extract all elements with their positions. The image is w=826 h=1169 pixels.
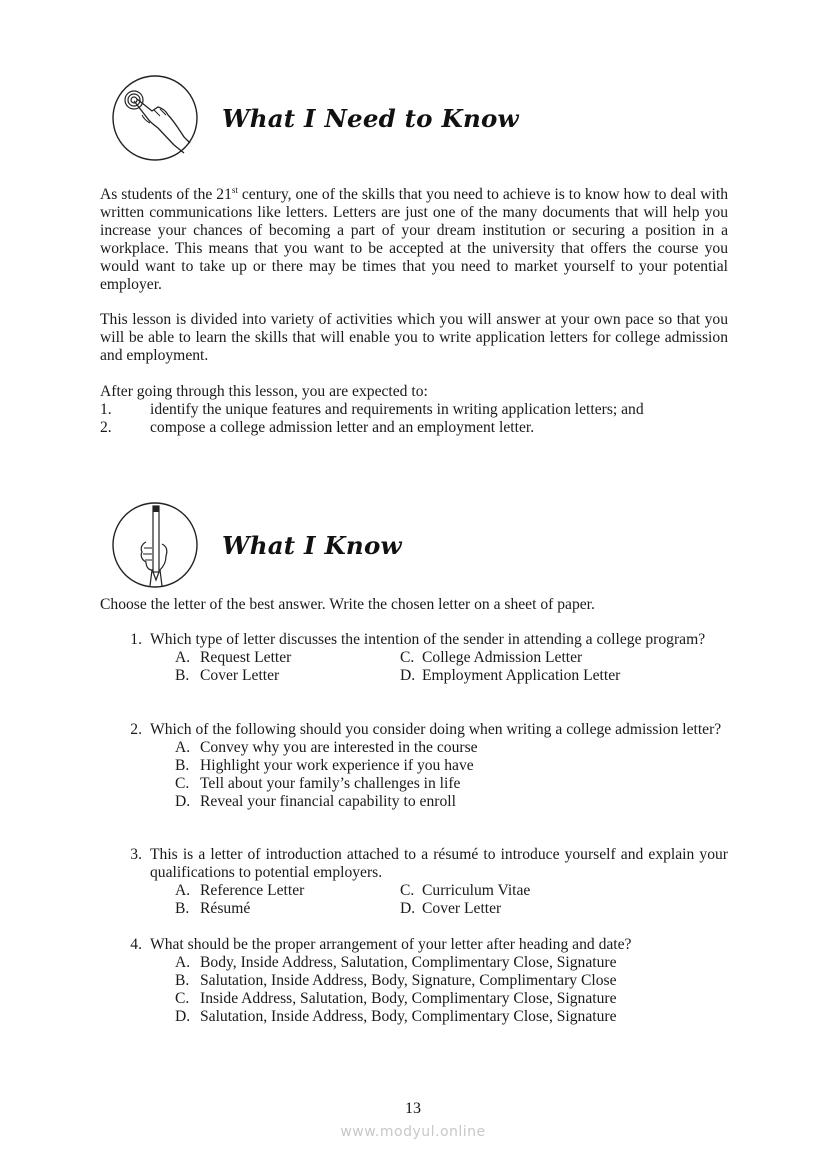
choice-letter: D. (400, 900, 416, 917)
objective-number: 1. (100, 401, 112, 418)
question-number: 3. (130, 846, 142, 863)
choice-d[interactable] (400, 900, 501, 918)
choice-d[interactable] (175, 793, 728, 811)
choice-text: Reference Letter (200, 882, 305, 899)
question-2 (100, 721, 728, 811)
section-header-what-i-need-to-know (110, 72, 519, 164)
choice-text: College Admission Letter (422, 649, 583, 666)
choice-letter: A. (175, 882, 191, 899)
question-number: 4. (130, 936, 142, 953)
choice-letter: C. (175, 775, 190, 792)
choice-letter: B. (175, 667, 190, 684)
objectives-lead: After going through this lesson, you are expected to: (100, 383, 428, 400)
choice-a[interactable] (175, 882, 400, 900)
objectives-block (100, 383, 728, 437)
choice-letter: B. (175, 757, 190, 774)
choice-text: Salutation, Inside Address, Body, Signature, Complimentary Close (200, 972, 617, 989)
choice-letter: B. (175, 900, 190, 917)
choice-text: Cover Letter (422, 900, 502, 917)
choices-list (175, 954, 728, 1026)
choice-text: Highlight your work experience if you have (200, 757, 474, 774)
intro-text-start: As students of the 21 (100, 186, 232, 203)
choice-letter: D. (175, 793, 191, 810)
choice-text: Curriculum Vitae (422, 882, 531, 899)
choice-text: Request Letter (200, 649, 292, 666)
hand-tap-icon (110, 73, 200, 163)
objective-text: compose a college admission letter and an employment letter. (150, 419, 535, 436)
choice-letter: C. (400, 882, 415, 899)
choice-letter: C. (175, 990, 190, 1007)
choice-a[interactable] (175, 649, 400, 667)
lesson-paragraph (100, 311, 728, 365)
choice-text: Tell about your family’s challenges in life (200, 775, 461, 792)
watermark: www.modyul.online (340, 1124, 486, 1140)
choice-b[interactable] (175, 972, 728, 990)
choice-letter: A. (175, 954, 191, 971)
choice-letter: C. (400, 649, 415, 666)
intro-text-rest: century, one of the skills that you need to achieve is to know how to deal with written communications like letters. Letters are just one of the many documents that will help you increase your chances of becoming a part of your dream institution or securing a position in a workplace. This means that you want to be accepted at the university that offers the course you would want to take up or there may be times that you need to market yourself to your potential employer. (100, 186, 729, 293)
choice-letter: B. (175, 972, 190, 989)
section-header-what-i-know (110, 499, 402, 591)
choice-letter: D. (175, 1008, 191, 1025)
instructions (100, 596, 728, 614)
choice-text: Cover Letter (200, 667, 280, 684)
question-3 (100, 846, 728, 918)
choice-b[interactable] (175, 667, 400, 685)
choices-grid (175, 649, 728, 685)
objective-item (100, 401, 728, 419)
choice-text: Reveal your financial capability to enroll (200, 793, 456, 810)
choice-text: Inside Address, Salutation, Body, Complimentary Close, Signature (200, 990, 617, 1007)
objective-number: 2. (100, 419, 112, 436)
choice-letter: D. (400, 667, 416, 684)
question-1 (100, 631, 728, 685)
objectives-list (100, 401, 728, 437)
choice-a[interactable] (175, 954, 728, 972)
question-number: 1. (130, 631, 142, 648)
choice-text: Salutation, Inside Address, Body, Complimentary Close, Signature (200, 1008, 617, 1025)
section-title: What I Need to Know (222, 103, 519, 133)
question-4 (100, 936, 728, 1026)
section-title: What I Know (222, 530, 402, 560)
question-stem: What should be the proper arrangement of your letter after heading and date? (150, 936, 632, 953)
choice-c[interactable] (400, 649, 582, 667)
choice-letter: A. (175, 649, 191, 666)
choice-c[interactable] (400, 882, 530, 900)
choice-b[interactable] (175, 757, 728, 775)
question-number: 2. (130, 721, 142, 738)
choices-list (175, 739, 728, 811)
lesson-text: This lesson is divided into variety of activities which you will answer at your own pace so that you will be able to learn the skills that will enable you to write application letters for college admission and employment. (100, 311, 728, 364)
question-stem: Which of the following should you consider doing when writing a college admission letter? (150, 721, 722, 738)
instructions-text: Choose the letter of the best answer. Write the chosen letter on a sheet of paper. (100, 596, 595, 613)
question-stem: This is a letter of introduction attached to a résumé to introduce yourself and explain your qualifications to potential employers. (150, 846, 728, 881)
choice-letter: A. (175, 739, 191, 756)
choice-text: Body, Inside Address, Salutation, Complimentary Close, Signature (200, 954, 617, 971)
page-number: 13 (405, 1100, 421, 1117)
question-stem: Which type of letter discusses the intention of the sender in attending a college program? (150, 631, 706, 648)
choice-text: Employment Application Letter (422, 667, 621, 684)
choice-c[interactable] (175, 990, 728, 1008)
choices-grid (175, 882, 728, 918)
superscript: st (231, 185, 238, 195)
choice-b[interactable] (175, 900, 400, 918)
choice-a[interactable] (175, 739, 728, 757)
choice-text: Résumé (200, 900, 251, 917)
hand-pencil-icon (110, 500, 200, 590)
objective-item (100, 419, 728, 437)
intro-paragraph (100, 186, 728, 294)
objective-text: identify the unique features and requirements in writing application letters; and (150, 401, 644, 418)
choice-d[interactable] (175, 1008, 728, 1026)
choice-c[interactable] (175, 775, 728, 793)
choice-text: Convey why you are interested in the course (200, 739, 478, 756)
choice-d[interactable] (400, 667, 620, 685)
